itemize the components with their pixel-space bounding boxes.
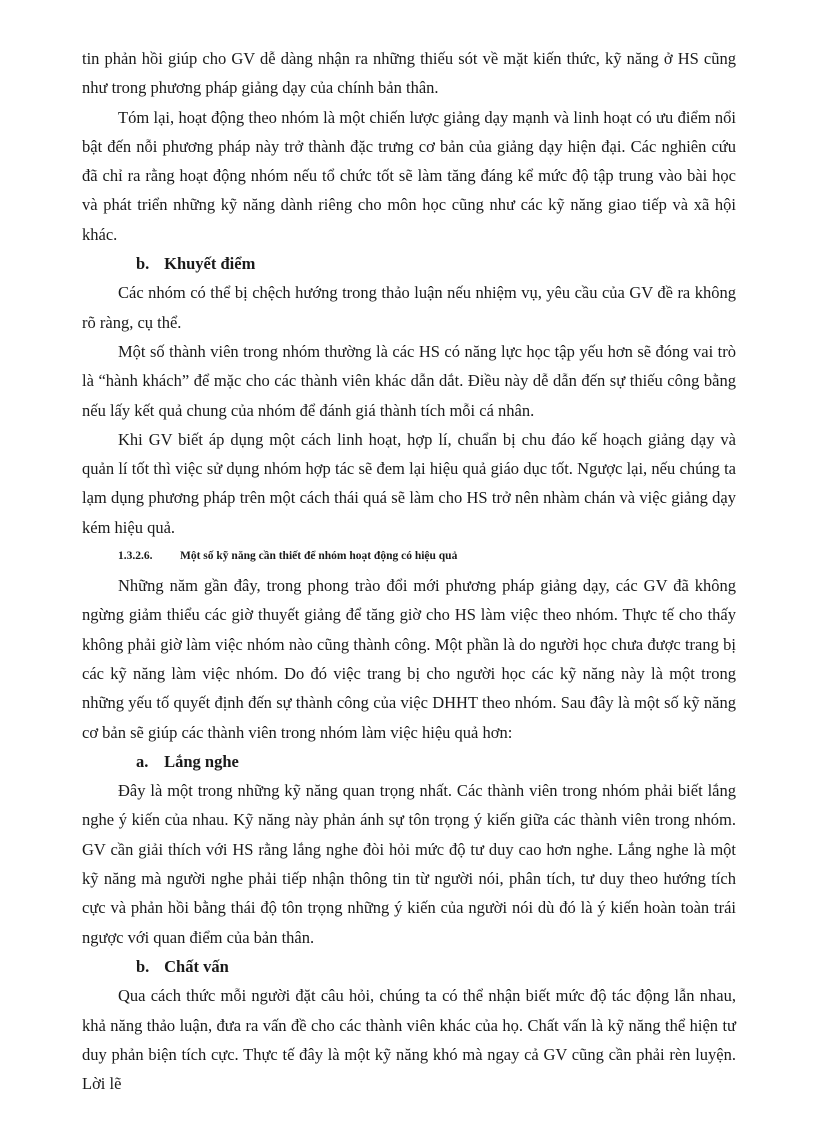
- paragraph-conclusion: Khi GV biết áp dụng một cách linh hoạt, hợp lí, chuẩn bị chu đáo kế hoạch giảng dạy và quản lí tốt thì việc sử dụng nhóm hợp tác sẽ đem lại hiệu quả giáo dục tốt. Ngược lại, nếu chúng ta lạm dụng phương pháp trên một cách thái quá sẽ làm cho HS trở nên nhàm chán và việc giảng dạy kém hiệu quả.: [82, 429, 736, 537]
- paragraph-continued: tin phản hồi giúp cho GV dễ dàng nhận ra những thiếu sót về mặt kiến thức, kỹ năng ở HS cũng như trong phương pháp giảng dạy của chính bản thân.: [82, 49, 736, 98]
- heading-text: Chất vấn: [164, 956, 229, 976]
- heading-label: b.: [136, 956, 150, 976]
- document-body: [82, 44, 736, 1098]
- section-heading-questioning: [82, 952, 736, 981]
- heading-text: Khuyết điểm: [164, 254, 256, 274]
- paragraph-disadvantage-1: Các nhóm có thể bị chệch hướng trong thảo luận nếu nhiệm vụ, yêu cầu của GV đề ra không rõ ràng, cụ thể.: [82, 283, 736, 332]
- subsection-title: Một số kỹ năng cần thiết để nhóm hoạt động có hiệu quả: [180, 550, 458, 563]
- heading-label: b.: [136, 254, 150, 274]
- subsection-heading: [82, 542, 736, 571]
- paragraph-skills-intro: Những năm gần đây, trong phong trào đổi mới phương pháp giảng dạy, các GV đã không ngừng giảm thiểu các giờ thuyết giảng để tăng giờ cho HS làm việc theo nhóm. Thực tế cho thấy không phải giờ làm việc nhóm nào cũng thành công. Một phần là do người học chưa được trang bị các kỹ năng làm việc nhóm. Do đó việc trang bị cho người học các kỹ năng này là một trong những yếu tố quyết định đến sự thành công của việc DHHT theo nhóm. Sau đây là một số kỹ năng cơ bản sẽ giúp các thành viên trong nhóm làm việc hiệu quả hơn:: [82, 576, 736, 742]
- section-heading-disadvantages: [82, 249, 736, 278]
- paragraph-disadvantage-2: Một số thành viên trong nhóm thường là các HS có năng lực học tập yếu hơn sẽ đóng vai trò là “hành khách” để mặc cho các thành viên khác dẫn dắt. Điều này dễ dẫn đến sự thiếu công bằng nếu lấy kết quả chung của nhóm để đánh giá thành tích mỗi cá nhân.: [82, 341, 736, 420]
- heading-label: a.: [136, 751, 149, 771]
- paragraph-listening: Đây là một trong những kỹ năng quan trọng nhất. Các thành viên trong nhóm phải biết lắng nghe ý kiến của nhau. Kỹ năng này phản ánh sự tôn trọng ý kiến giữa các thành viên trong nhóm. GV cần giải thích với HS rằng lắng nghe đòi hỏi mức độ tư duy cao hơn nghe. Lắng nghe là một kỹ năng mà người nghe phải tiếp nhận thông tin từ người nói, phân tích, tư duy theo hướng tích cực và phản hồi bằng thái độ tôn trọng những ý kiến của người nói dù đó là ý kiến hoàn toàn trái ngược với quan điểm của bản thân.: [82, 781, 736, 947]
- subsection-number: 1.3.2.6.: [118, 550, 153, 563]
- paragraph-summary: Tóm lại, hoạt động theo nhóm là một chiến lược giảng dạy mạnh và linh hoạt có ưu điểm nổi bật đến nỗi phương pháp này trở thành đặc trưng cơ bản của giảng dạy hiện đại. Các nghiên cứu đã chỉ ra rằng hoạt động nhóm nếu tổ chức tốt sẽ làm tăng đáng kể mức độ tập trung vào bài học và phát triển những kỹ năng dành riêng cho môn học cũng như các kỹ năng giao tiếp và xã hội khác.: [82, 107, 736, 244]
- heading-text: Lắng nghe: [164, 751, 239, 771]
- section-heading-listening: [82, 747, 736, 776]
- paragraph-questioning: Qua cách thức mỗi người đặt câu hỏi, chúng ta có thể nhận biết mức độ tác động lẫn nhau, khả năng thảo luận, đưa ra vấn đề cho các thành viên khác của họ. Chất vấn là kỹ năng thể hiện tư duy phản biện tích cực. Thực tế đây là một kỹ năng khó mà ngay cả GV cũng cần phải rèn luyện. Lời lẽ: [82, 986, 736, 1094]
